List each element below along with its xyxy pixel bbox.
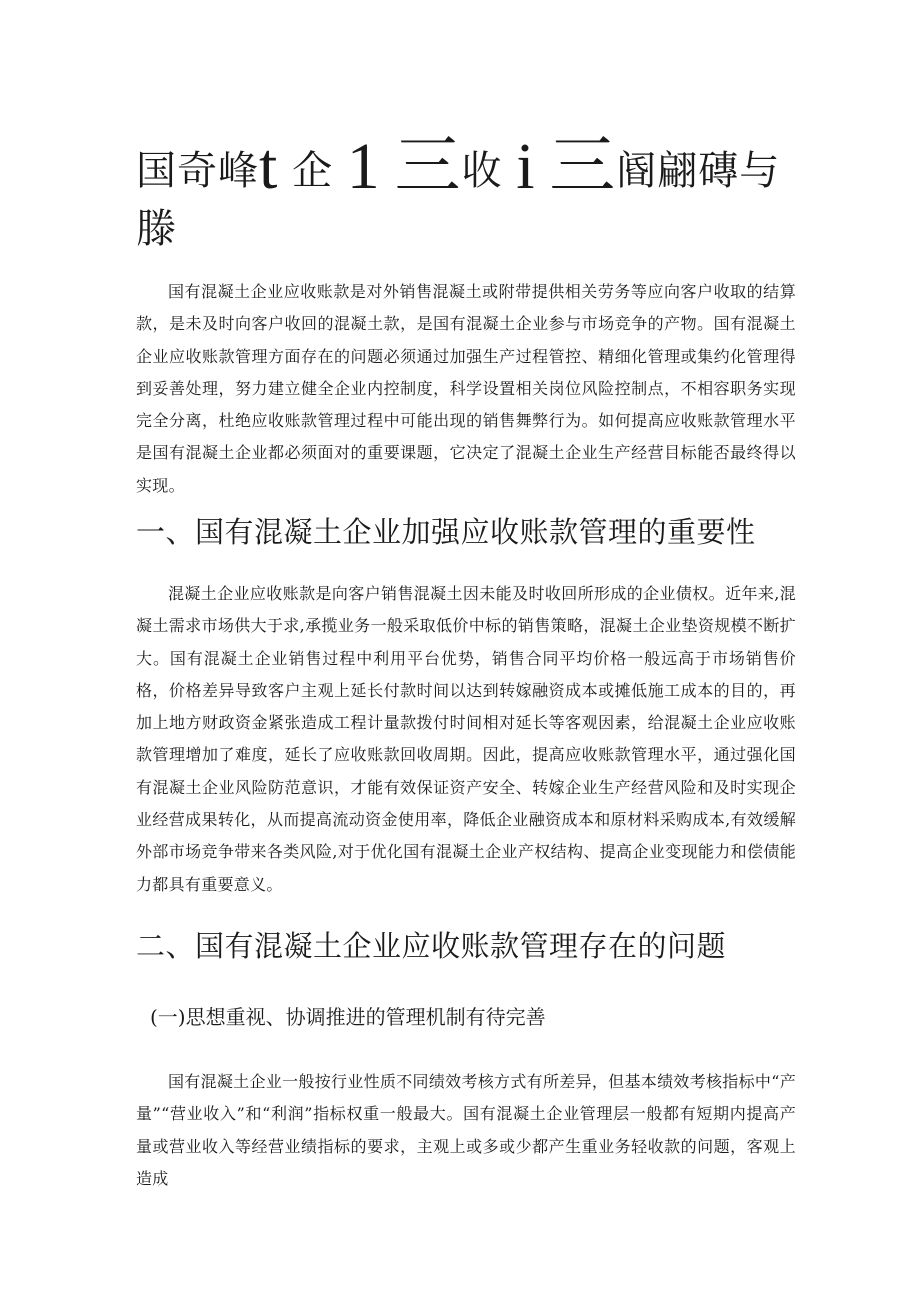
title-segment: 1 xyxy=(346,130,381,203)
title-segment: t xyxy=(259,130,279,203)
subsection-1-paragraph: 国有混凝土企业一般按行业性质不同绩效考核方式有所差异，但基本绩效考核指标中“产量”“营业收入”和“利润”指标权重一般最大。国有混凝土企业管理层一般都有短期内提高产量或营业收入等经营业绩指标的要求，主观上或多或少都产生重业务轻收款的问题，客观上造成 xyxy=(136,1072,796,1188)
subsection-1-heading: (一)思想重视、协调推进的管理机制有待完善 xyxy=(150,1005,546,1029)
title-segment: 收 xyxy=(461,148,503,194)
title-segment: 三 xyxy=(549,130,617,203)
document-title xyxy=(136,130,796,258)
section-2-heading: 二、国有混凝土企业应收账款管理存在的问题 xyxy=(136,929,727,963)
title-segment: i xyxy=(516,130,536,203)
section-1-paragraph: 混凝土企业应收账款是向客户销售混凝土因未能及时收回所形成的企业债权。近年来,混凝土需求市场供大于求,承揽业务一般采取低价中标的销售策略，混凝土企业垫资规模不断扩大。国有混凝土企业销售过程中利用平台优势，销售合同平均价格一般远高于市场销售价格，价格差异导致客户主观上延长付款时间以达到转嫁融资成本或摊低施工成本的目的，再加上地方财政资金紧张造成工程计量款拨付时间相对延长等客观因素，给混凝土企业应收账款管理增加了难度，延长了应收账款回收周期。因此，提高应收账款管理水平，通过强化国有混凝土企业风险防范意识，才能有效保证资产安全、转嫁企业生产经营风险和及时实现企业经营成果转化，从而提高流动资金使用率，降低企业融资成本和原材料采购成本,有效缓解外部市场竞争带来各类风险,对于优化国有混凝土企业产权结构、提高企业变现能力和偿债能力都具有重要意义。 xyxy=(136,584,796,894)
section-1-heading: 一、国有混凝土企业加强应收账款管理的重要性 xyxy=(136,515,756,549)
title-segment: 企 xyxy=(292,148,334,194)
title-segment: 国奇峰 xyxy=(136,148,259,194)
title-line-2: 滕 xyxy=(136,206,177,252)
intro-paragraph: 国有混凝土企业应收账款是对外销售混凝土或附带提供相关劳务等应向客户收取的结算款，是未及时向客户收回的混凝土款，是国有混凝土企业参与市场竞争的产物。国有混凝土企业应收账款管理方面存在的问题必须通过加强生产过程管控、精细化管理或集约化管理得到妥善处理，努力建立健全企业内控制度，科学设置相关岗位风险控制点，不相容职务实现完全分离，杜绝应收账款管理过程中可能出现的销售舞弊行为。如何提高应收账款管理水平是国有混凝土企业都必须面对的重要课题，它决定了混凝土企业生产经营目标能否最终得以实现。 xyxy=(136,282,796,495)
title-segment: 阍翩磚与 xyxy=(616,148,781,194)
title-segment: 三 xyxy=(394,130,462,203)
